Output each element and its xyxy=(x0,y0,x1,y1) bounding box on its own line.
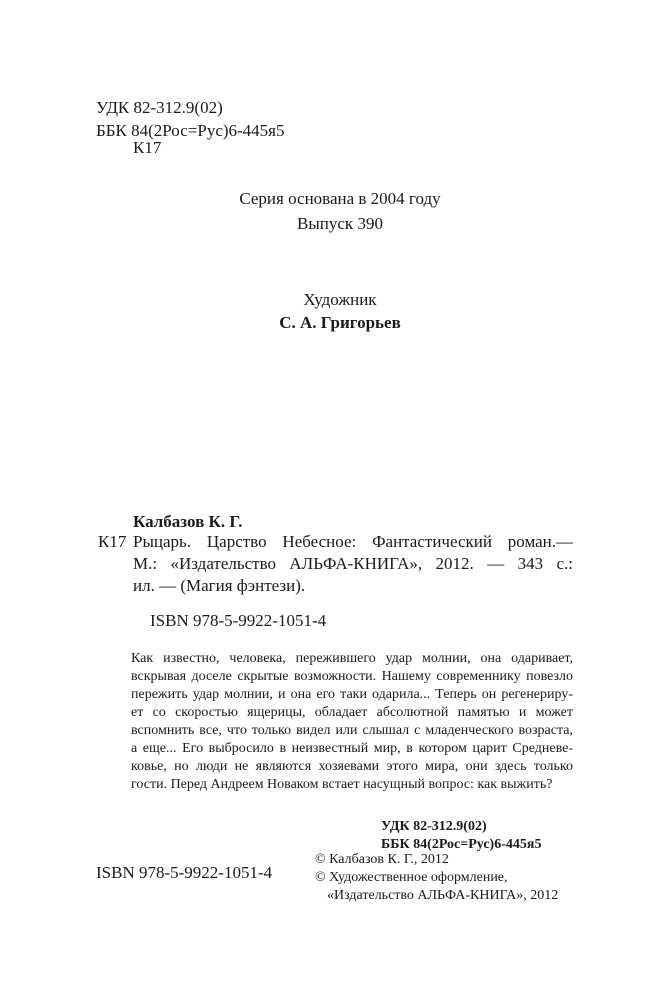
annotation-line: гости. Перед Андреем Новаком встает насущный вопрос: как выжить? xyxy=(131,777,553,792)
udk-code-bottom: УДК 82-312.9(02) xyxy=(381,819,487,834)
record-author-mark: К17 xyxy=(98,532,127,551)
isbn-bottom: ISBN 978-5-9922-1051-4 xyxy=(96,863,273,882)
annotation-line: Как известно, человека, пережившего удар молнии, она одаривает, xyxy=(131,651,573,666)
series-issue: Выпуск 390 xyxy=(297,214,383,233)
author-mark: К17 xyxy=(133,138,162,157)
annotation-line: вспомнить все, что только видел или слышал с младенческого возраста, xyxy=(131,723,573,738)
annotation-line: вскрывая доселе скрытые возможности. Нашему современнику повезло xyxy=(131,669,573,684)
artist-name: С. А. Григорьев xyxy=(279,313,401,332)
series-founded: Серия основана в 2004 году xyxy=(239,189,441,208)
copyright-line: © Калбазов К. Г., 2012 xyxy=(315,852,449,867)
artist-label: Художник xyxy=(303,290,377,309)
annotation-line: ковье, но люди не являются хозяевами этого мира, они здесь только xyxy=(131,759,573,774)
copyright-line: «Издательство АЛЬФА-КНИГА», 2012 xyxy=(327,888,559,903)
description-line: М.: «Издательство АЛЬФА-КНИГА», 2012. — 343 с.: xyxy=(133,554,573,573)
annotation-line: ет со скоростью ящерицы, обладает абсолютной памятью и может xyxy=(131,705,573,720)
copyright-line: © Художественное оформление, xyxy=(315,870,508,885)
description-line: Рыцарь. Царство Небесное: Фантастический роман.— xyxy=(133,532,573,551)
annotation-line: пережить удар молнии, и она его таки одарила... Теперь он регенериру- xyxy=(131,687,573,702)
annotation-line: а еще... Его выбросило в неизвестный мир, в котором царит Средневе- xyxy=(131,741,573,756)
description-line: ил. — (Магия фэнтези). xyxy=(133,576,306,595)
udk-code: УДК 82-312.9(02) xyxy=(96,98,223,117)
bbk-code-bottom: ББК 84(2Рос=Рус)6-445я5 xyxy=(381,837,542,852)
author-heading: Калбазов К. Г. xyxy=(133,512,243,531)
bbk-code: ББК 84(2Рос=Рус)6-445я5 xyxy=(96,121,285,140)
record-isbn: ISBN 978-5-9922-1051-4 xyxy=(150,611,327,630)
